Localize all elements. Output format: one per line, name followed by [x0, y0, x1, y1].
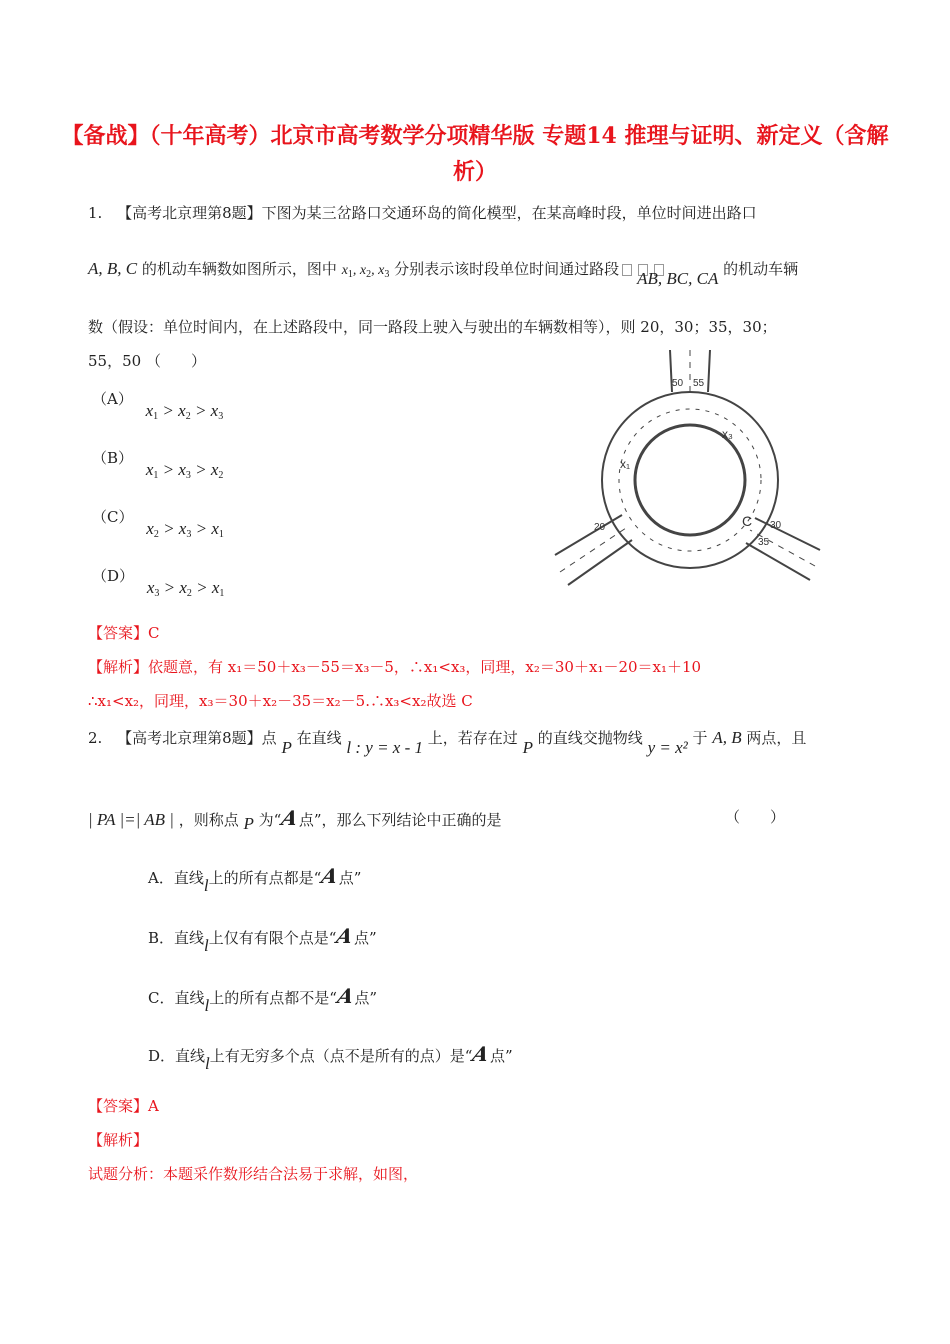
question-text: 上，若存在过 [427, 729, 518, 747]
option-text: A．直线 [148, 869, 204, 887]
script-a-glyph: A [334, 924, 356, 948]
q1-analysis-line-2: ∴x₁<x₂，同理，x₃＝30＋x₂－35＝x₂－5.∴x₃<x₂故选 C [88, 692, 473, 710]
question-1-line-1 [88, 202, 757, 223]
label-x3: x₃ [722, 427, 733, 441]
option-expr: x3 > x2 > x1 [146, 578, 225, 599]
inner-island [635, 425, 745, 535]
question-number: 2. [88, 729, 103, 747]
question-text: 两点，且 [746, 729, 807, 747]
page-title: 【备战】（十年高考）北京市高考数学分项精华版 专题14 推理与证明、新定义（含解析） [61, 123, 889, 185]
option-label: （B） [92, 449, 134, 467]
line-l: l [203, 876, 209, 895]
question-text: ，则称点 [178, 811, 239, 829]
label-20: 20 [594, 522, 606, 533]
line-l: l [204, 936, 209, 955]
q2-analysis-head: 【解析】 [88, 1131, 149, 1149]
road-segments: AB, BC, CA [637, 269, 719, 288]
question-text: 点”，那么下列结论中正确的是 [298, 811, 502, 829]
question-1-line-2 [88, 258, 799, 288]
q2-option-d [148, 1042, 513, 1073]
answer-paren: （ ） [725, 808, 786, 826]
condition-pa-ab: | PA |=| AB | [88, 810, 174, 829]
q2-option-a [148, 864, 362, 895]
point-p: P [522, 738, 533, 757]
option-label: （A） [92, 390, 133, 408]
question-text: 数（假设：单位时间内，在上述路段中，同一路段上驶入与驶出的车辆数相等），则 20，30；35，30； [88, 318, 777, 336]
script-a-glyph: A [319, 864, 341, 888]
points-ab: A, B [712, 728, 742, 747]
points-abc: A, B, C [88, 259, 138, 278]
option-label: （C） [92, 508, 134, 526]
question-tag: 【高考北京理第8题】 [117, 729, 262, 747]
label-c: C [742, 513, 753, 529]
option-text: D．直线 [148, 1047, 206, 1065]
q2-analysis-body: 试题分析：本题采作数形结合法易于求解，如图， [88, 1165, 419, 1183]
option-text: 点” [338, 869, 362, 887]
question-number: 1. [88, 204, 103, 222]
q2-answer: 【答案】A [88, 1097, 159, 1115]
option-text: 点” [353, 929, 377, 947]
option-text: 上有无穷多个点（点不是所有的点）是“ [209, 1047, 473, 1065]
question-text: 点 [261, 729, 277, 747]
option-text: 上的所有点都是“ [208, 869, 322, 887]
option-text: C．直线 [148, 989, 205, 1007]
line-l: l [205, 1054, 210, 1073]
option-text: 上的所有点都不是“ [209, 989, 337, 1007]
roundabout-figure [550, 340, 830, 590]
option-expr: x2 > x3 > x1 [146, 519, 224, 540]
label-30: 30 [770, 520, 782, 531]
label-35: 35 [758, 537, 770, 548]
script-a-glyph: A [279, 806, 301, 830]
label-50: 50 [672, 378, 684, 389]
question-text: 的机动车辆数如图所示，图中 [141, 260, 337, 278]
script-a-glyph: A [335, 984, 356, 1008]
script-a-glyph: A [470, 1042, 492, 1066]
option-text: 点” [354, 989, 378, 1007]
question-tag: 【高考北京理第8题】 [117, 204, 262, 222]
question-text: 分别表示该时段单位时间通过路段 [394, 260, 620, 278]
option-label: （D） [92, 567, 135, 585]
q2-option-c [148, 984, 378, 1015]
question-text: 的直线交抛物线 [537, 729, 643, 747]
option-text: 上仅有有限个点是“ [208, 929, 337, 947]
option-a [92, 388, 224, 422]
q2-option-b [148, 924, 377, 955]
variables-x123: $x_1$, $x_2$, $x_3$ [341, 263, 390, 280]
question-text: 于 [692, 729, 708, 747]
question-text: 在直线 [296, 729, 342, 747]
label-55: 55 [693, 378, 705, 389]
option-expr: x1 > x3 > x2 [145, 460, 224, 481]
question-2-line-1 [88, 727, 807, 757]
placeholder-box [622, 264, 632, 276]
question-text: 下图为某三岔路口交通环岛的简化模型，在某高峰时段，单位时间进出路口 [261, 204, 757, 222]
label-x1: x₁ [620, 457, 631, 471]
question-text: 的机动车辆 [723, 260, 799, 278]
question-2-line-2 [88, 806, 502, 833]
line-l: l [204, 996, 210, 1015]
point-p: P [281, 738, 292, 757]
question-text: 55，50 （ ） [88, 352, 206, 370]
q1-answer: 【答案】C [88, 624, 160, 642]
option-c [92, 506, 224, 540]
option-expr: x1 > x2 > x3 [145, 401, 224, 422]
option-text: B．直线 [148, 929, 205, 947]
point-p: P [243, 814, 254, 833]
option-d [92, 565, 225, 599]
parabola: y = x² [647, 738, 688, 757]
option-b [92, 447, 224, 481]
line-l: l : y = x - 1 [346, 738, 424, 757]
question-text: 为“ [258, 811, 282, 829]
q1-analysis-line-1: 【解析】依题意，有 x₁＝50＋x₃－55＝x₃－5，∴x₁<x₃，同理，x₂＝30＋x₁－20＝x₁＋10 [88, 658, 702, 676]
option-text: 点” [489, 1047, 513, 1065]
